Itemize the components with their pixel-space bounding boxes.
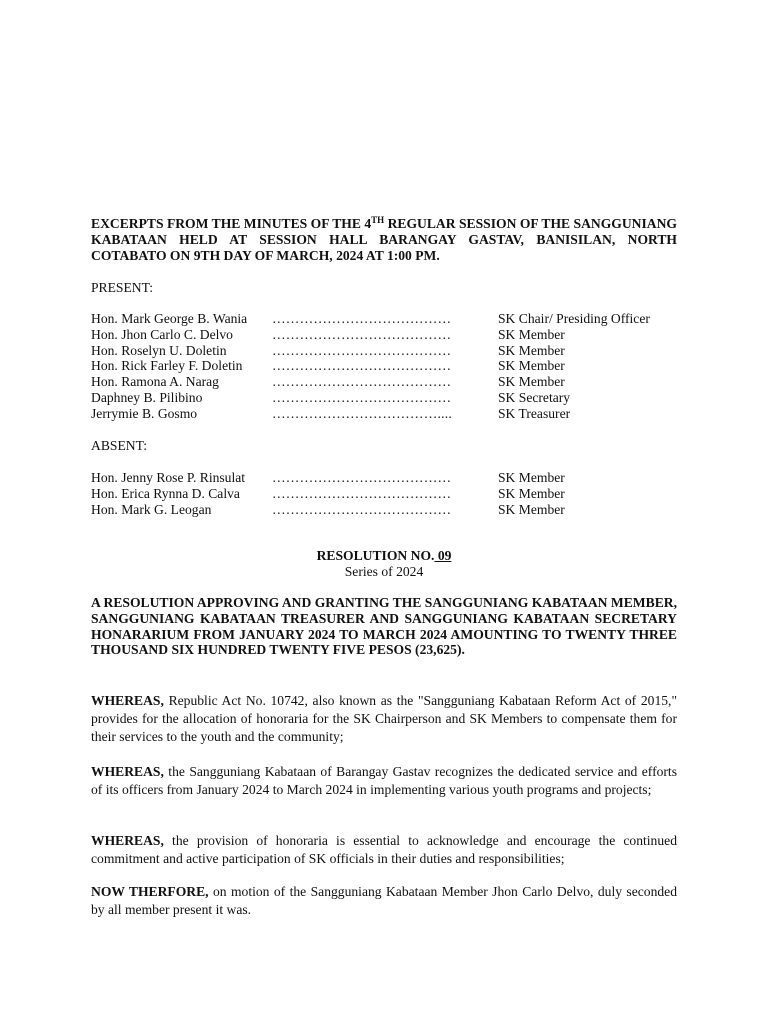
attendee-row <box>91 343 691 359</box>
paragraph-lead: WHEREAS, <box>91 693 164 708</box>
attendee-row <box>91 406 691 422</box>
minutes-heading <box>91 216 677 264</box>
attendee-name: Hon. Mark George B. Wania <box>91 311 248 326</box>
resolution-no-value: 09 <box>434 548 452 563</box>
attendee-role: SK Member <box>498 342 565 358</box>
absent-list <box>91 470 691 517</box>
attendee-role: SK Secretary <box>498 389 571 405</box>
attendee-role: SK Treasurer <box>498 405 571 421</box>
resolution-series: Series of 2024 <box>344 564 424 579</box>
attendee-name: Hon. Rick Farley F. Doletin <box>91 358 243 374</box>
attendee-row <box>91 358 691 374</box>
attendee-name: Hon. Ramona A. Narag <box>91 374 219 390</box>
absent-label: ABSENT: <box>91 438 147 453</box>
paragraph-text: the provision of honoraria is essential to acknowledge and encourage the continued commitment and active participation of SK officials in their duties and responsibilities; <box>91 833 677 866</box>
paragraph-lead: NOW THERFORE, <box>91 884 209 899</box>
absentee-name: Hon. Erica Rynna D. Calva <box>91 485 240 501</box>
leader-dots: ………………………………… <box>272 342 452 358</box>
attendee-row <box>91 390 691 406</box>
resolution-no-label: RESOLUTION NO. <box>316 548 435 563</box>
absentee-role: SK Member <box>498 485 565 501</box>
whereas-paragraph <box>91 763 677 799</box>
absentee-row <box>91 470 691 486</box>
attendee-name: Daphney B. Pilibino <box>91 389 203 405</box>
whereas-paragraph <box>91 692 677 745</box>
absentee-row <box>91 502 691 518</box>
attendee-role: SK Member <box>498 358 565 374</box>
attendee-row <box>91 374 691 390</box>
resolution-number <box>91 548 677 564</box>
leader-dots: ………………………………… <box>272 485 452 501</box>
leader-dots: ………………………………… <box>272 311 452 326</box>
attendee-name: Hon. Roselyn U. Doletin <box>91 342 227 358</box>
paragraph-text: on motion of the Sangguniang Kabataan Member Jhon Carlo Delvo, duly seconded by all member present it was. <box>91 884 677 917</box>
attendee-role: SK Chair/ Presiding Officer <box>498 311 650 326</box>
heading-text-part1: EXCERPTS FROM THE MINUTES OF THE 4 <box>91 216 372 231</box>
paragraph-text: the Sangguniang Kabataan of Barangay Gastav recognizes the dedicated service and efforts of its officers from January 2024 to March 2024 in implementing various youth programs and projects; <box>91 764 677 797</box>
paragraph-lead: WHEREAS, <box>91 764 164 779</box>
absentee-role: SK Member <box>498 501 565 517</box>
leader-dots: ………………………………… <box>272 470 452 485</box>
whereas-paragraph <box>91 832 677 868</box>
attendee-name: Hon. Jhon Carlo C. Delvo <box>91 326 233 342</box>
leader-dots: ………………………………… <box>272 501 452 517</box>
attendee-name: Jerrymie B. Gosmo <box>91 405 198 421</box>
attendee-row <box>91 311 691 327</box>
present-list <box>91 311 691 422</box>
paragraph-text: Republic Act No. 10742, also known as the "Sangguniang Kabataan Reform Act of 2015," provides for the allocation of honoraria for the SK Chairperson and SK Members to compensate them for their services to the youth and the community; <box>91 693 677 744</box>
resolution-title: A RESOLUTION APPROVING AND GRANTING THE SANGGUNIANG KABATAAN MEMBER, SANGGUNIANG KABATAAN TREASURER AND SANGGUNIANG KABATAAN SECRETARY HONARARIUM FROM JANUARY 2024 TO MARCH 2024 AMOUNTING TO TWENTY THREE THOUSAND SIX HUNDRED TWENTY FIVE PESOS (23,625). <box>91 595 677 658</box>
absentee-row <box>91 486 691 502</box>
leader-dots: ………………………………… <box>272 326 452 342</box>
heading-text-part2: REGULAR SESSION OF THE SANGGUNIANG KABATAAN HELD AT SESSION HALL BARANGAY GASTAV, BANISILAN, NORTH COTABATO ON 9TH DAY OF MARCH, 2024 AT 1:00 PM. <box>91 216 677 263</box>
present-label: PRESENT: <box>91 280 154 295</box>
attendee-row <box>91 327 691 343</box>
absentee-role: SK Member <box>498 470 565 485</box>
leader-dots: ………………………………… <box>272 374 452 390</box>
resolution-number-block <box>91 548 677 580</box>
attendee-role: SK Member <box>498 326 565 342</box>
leader-dots: ……………………………….... <box>272 405 452 421</box>
heading-superscript: TH <box>371 215 385 225</box>
leader-dots: ………………………………… <box>272 389 452 405</box>
leader-dots: ………………………………… <box>272 358 452 374</box>
attendee-role: SK Member <box>498 374 565 390</box>
absentee-name: Hon. Jenny Rose P. Rinsulat <box>91 470 246 485</box>
paragraph-lead: WHEREAS, <box>91 833 164 848</box>
absentee-name: Hon. Mark G. Leogan <box>91 501 212 517</box>
now-therefore-paragraph <box>91 883 677 919</box>
